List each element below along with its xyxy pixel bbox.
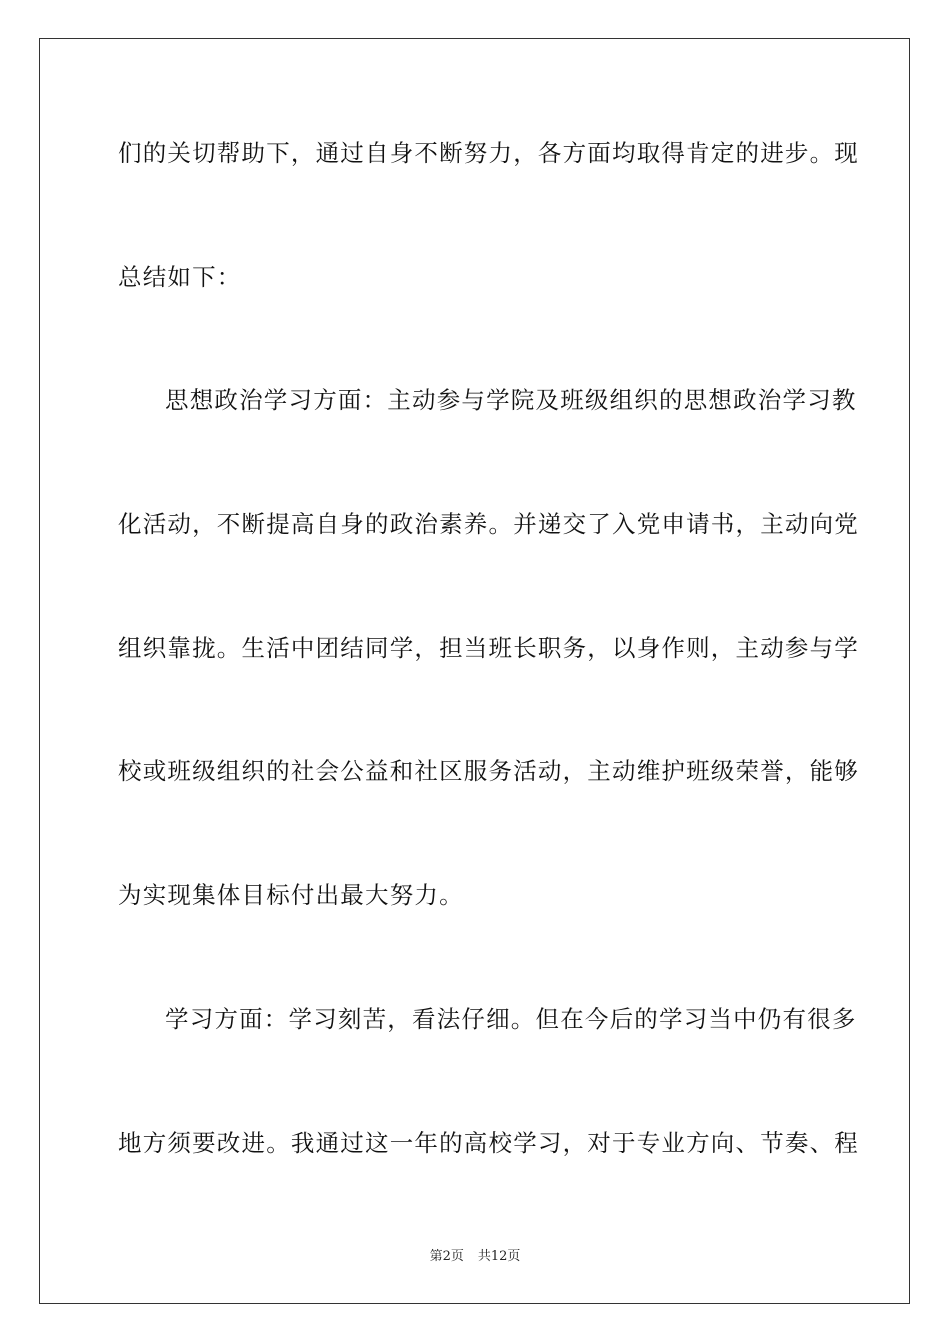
page-border (39, 38, 910, 1304)
body-text-line: 总结如下： (118, 263, 242, 291)
body-text-line: 组织靠拢。生活中团结同学，担当班长职务，以身作则，主动参与学 (118, 634, 859, 662)
body-text-line: 校或班级组织的社会公益和社区服务活动，主动维护班级荣誉，能够 (118, 757, 859, 785)
page-number: 第2页 (429, 1249, 464, 1264)
paragraph-start-line: 学习方面：学习刻苦，看法仔细。但在今后的学习当中仍有很多 (165, 1005, 857, 1033)
body-text-line: 为实现集体目标付出最大努力。 (118, 881, 464, 909)
total-pages: 共12页 (477, 1249, 521, 1264)
paragraph-start-line: 思想政治学习方面：主动参与学院及班级组织的思想政治学习教 (165, 386, 857, 414)
body-text-line: 地方须要改进。我通过这一年的高校学习，对于专业方向、节奏、程 (118, 1129, 859, 1157)
body-text-line: 们的关切帮助下，通过自身不断努力，各方面均取得肯定的进步。现 (118, 139, 859, 167)
page-footer (0, 1248, 950, 1266)
body-text-line: 化活动，不断提高自身的政治素养。并递交了入党申请书，主动向党 (118, 510, 859, 538)
